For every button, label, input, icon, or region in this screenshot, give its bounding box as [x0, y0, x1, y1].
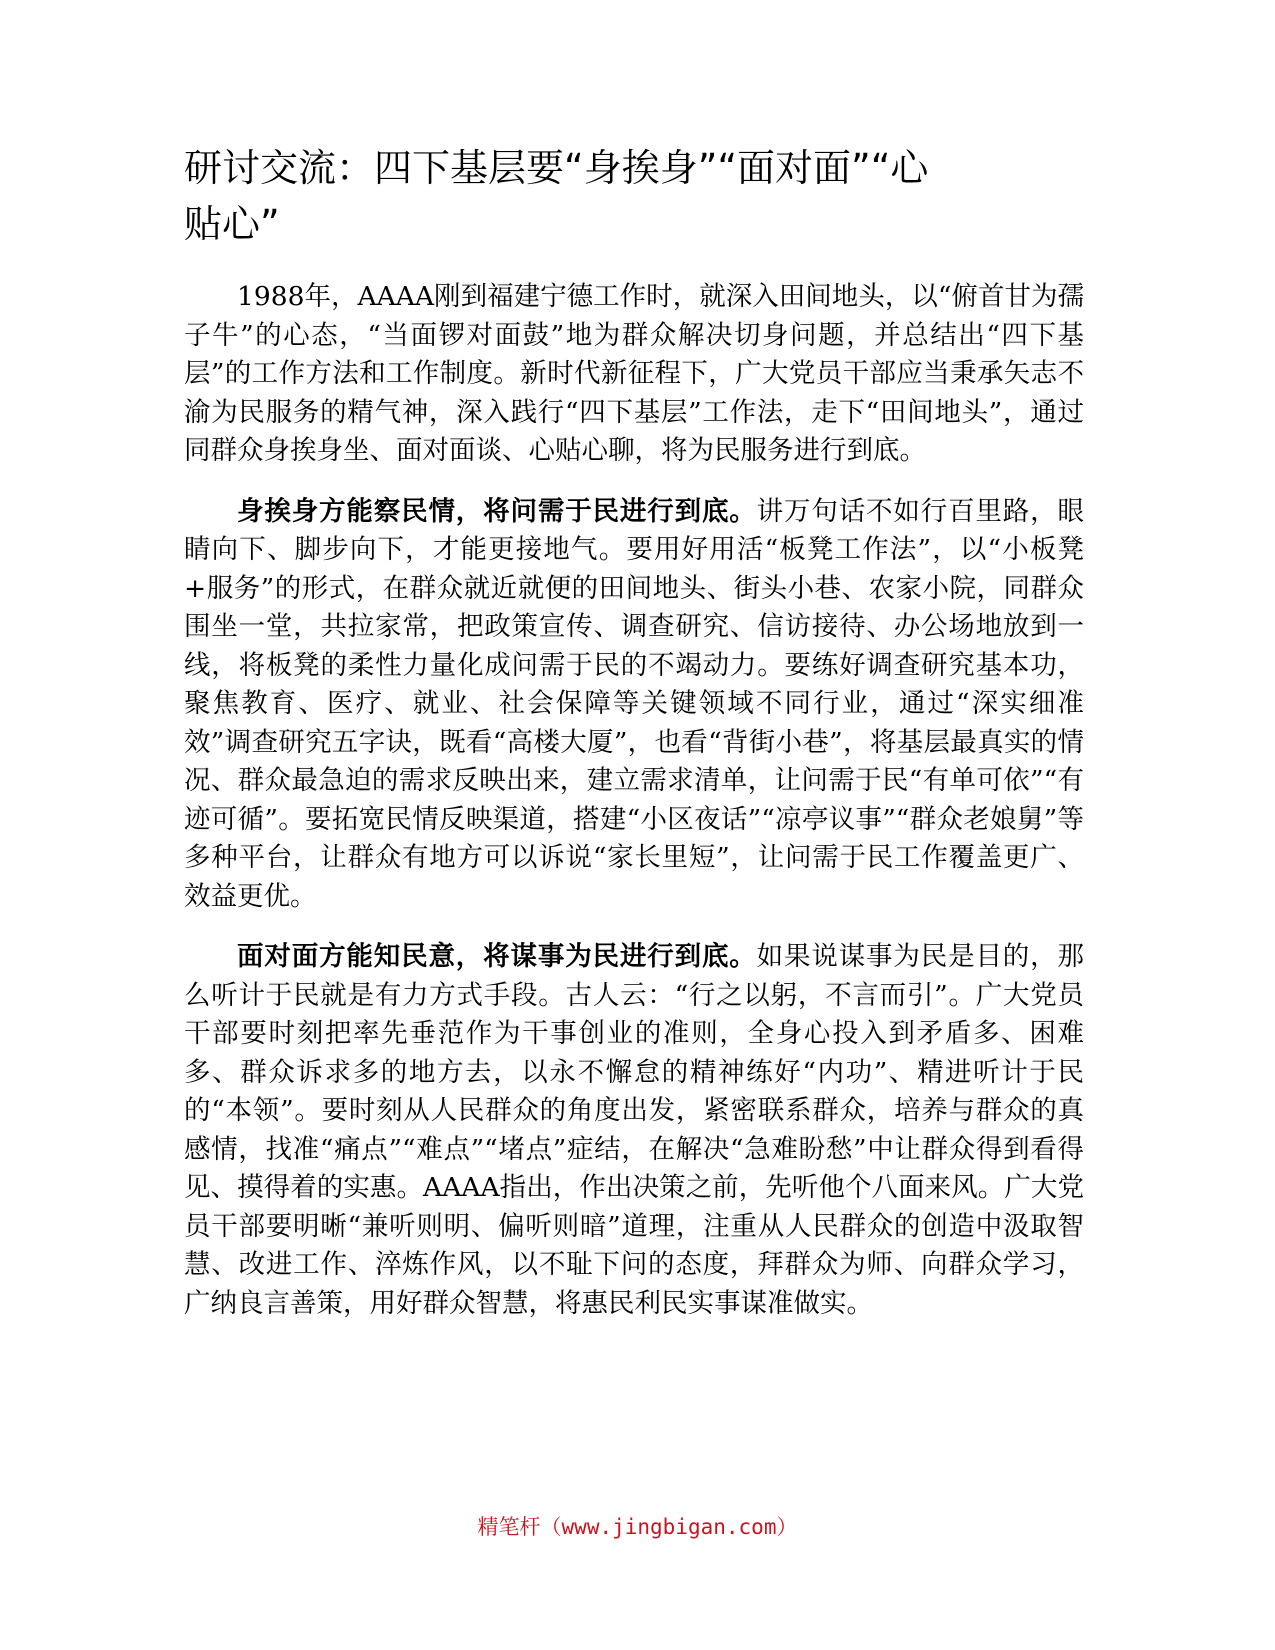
paragraph-lead: 面对面方能知民意，将谋事为民进行到底。 — [237, 941, 757, 972]
paragraph-text: 如果说谋事为民是目的，那么听计于民就是有力方式手段。古人云：“行之以躬，不言而引”。广大党员干部要时刻把率先垂范作为干事创业的准则，全身心投入到矛盾多、困难多、群众诉求多的地方去，以永不懈怠的精神练好“内功”、精进听计于民的“本领”。要时刻从人民群众的角度出发，紧密联系群众，培养与群众的真感情，找准“痛点”“难点”“堵点”症结，在解决“急难盼愁”中让群众得到看得见、摸得着的实惠。AAAA指出，作出决策之前，先听他个八面来风。广大党员干部要明晰“兼听则明、偏听则暗”道理，注重从人民群众的创造中汲取智慧、改进工作、淬炼作风，以不耻下问的态度，拜群众为师、向群众学习，广纳良言善策，用好群众智慧，将惠民利民实事谋准做实。 — [184, 941, 1085, 1319]
footer-watermark-link[interactable]: 精笔杆（www.jingbigan.com） — [477, 1515, 798, 1539]
paragraph-lead: 身挨身方能察民情，将问需于民进行到底。 — [237, 495, 757, 527]
document-body — [184, 278, 1084, 1323]
paragraph-text: 1988年，AAAA刚到福建宁德工作时，就深入田间地头，以“俯首甘为孺子牛”的心态，“当面锣对面鼓”地为群众解决切身问题，并总结出“四下基层”的工作方法和工作制度。新时代新征程下，广大党员干部应当秉承矢志不渝为民服务的精气神，深入践行“四下基层”工作法，走下“田间地头”，通过同群众身挨身坐、面对面谈、心贴心聊，将为民服务进行到底。 — [184, 281, 1084, 466]
paragraph-section-2 — [184, 938, 1084, 1323]
paragraph-text: 讲万句话不如行百里路，眼睛向下、脚步向下，才能更接地气。要用好用活“板凳工作法”，以“小板凳+服务”的形式，在群众就近就便的田间地头、街头小巷、农家小院，同群众围坐一堂，共拉家常，把政策宣传、调查研究、信访接待、办公场地放到一线，将板凳的柔性力量化成问需于民的不竭动力。要练好调查研究基本功，聚焦教育、医疗、就业、社会保障等关键领域不同行业，通过“深实细准效”调查研究五字诀，既看“高楼大厦”，也看“背街小巷”，将基层最真实的情况、群众最急迫的需求反映出来，建立需求清单，让问需于民“有单可依”“有迹可循”。要拓宽民情反映渠道，搭建“小区夜话”“凉亭议事”“群众老娘舅”等多种平台，让群众有地方可以诉说“家长里短”，让问需于民工作覆盖更广、效益更优。 — [184, 495, 1085, 912]
paragraph-section-1 — [184, 493, 1084, 917]
document-title: 研讨交流：四下基层要“身挨身”“面对面”“心贴心” — [184, 146, 929, 246]
document-page — [184, 140, 1084, 1345]
paragraph-intro — [184, 278, 1084, 471]
